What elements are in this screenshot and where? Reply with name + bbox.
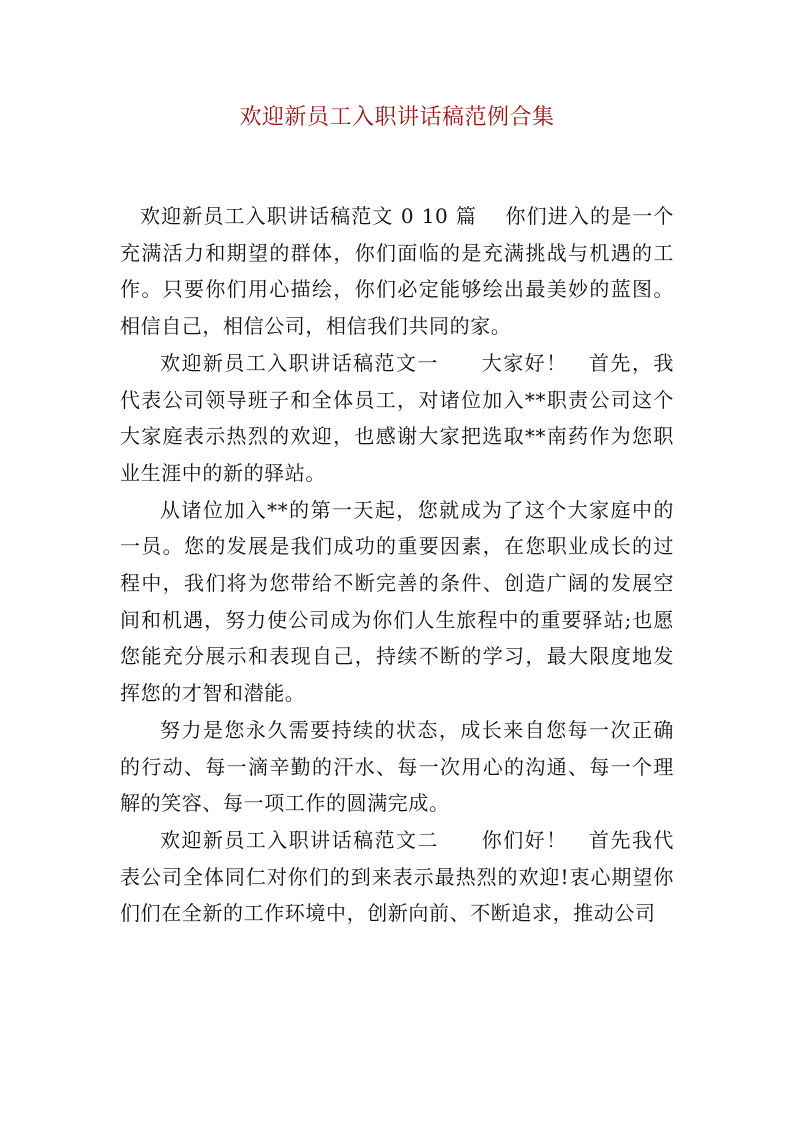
paragraph-effort: 努力是您永久需要持续的状态，成长来自您每一次正确的行动、每一滴辛勤的汗水、每一次用心的沟通、每一个理解的笑容、每一项工作的圆满完成。 [120,717,674,816]
paragraph-development: 从诸位加入**的第一天起，您就成为了这个大家庭中的一员。您的发展是我们成功的重要因素，在您职业成长的过程中，我们将为您带给不断完善的条件、创造广阔的发展空间和机遇，努力使公司成为你们人生旅程中的重要驿站;也愿您能充分展示和表现自己，持续不断的学习，最大限度地发挥您的才智和潜能。 [120,497,674,706]
paragraph-intro: 欢迎新员工入职讲话稿范文 0 10 篇 你们进入的是一个充满活力和期望的群体，你们面临的是充满挑战与机遇的工作。只要你们用心描绘，你们必定能够绘出最美妙的蓝图。相信自己，相信公司，相信我们共同的家。 [120,204,674,339]
paragraph-speech-one: 欢迎新员工入职讲话稿范文一 大家好！ 首先，我代表公司领导班子和全体员工，对诸位加入**职责公司这个大家庭表示热烈的欢迎，也感谢大家把选取**南药作为您职业生涯中的新的驿站。 [120,350,674,485]
paragraph-speech-two: 欢迎新员工入职讲话稿范文二 你们好！ 首先我代表公司全体同仁对你们的到来表示最热烈的欢迎!衷心期望你们们在全新的工作环境中，创新向前、不断追求，推动公司 [120,827,674,926]
document-title: 欢迎新员工入职讲话稿范例合集 [239,105,555,130]
document-body [120,198,674,932]
